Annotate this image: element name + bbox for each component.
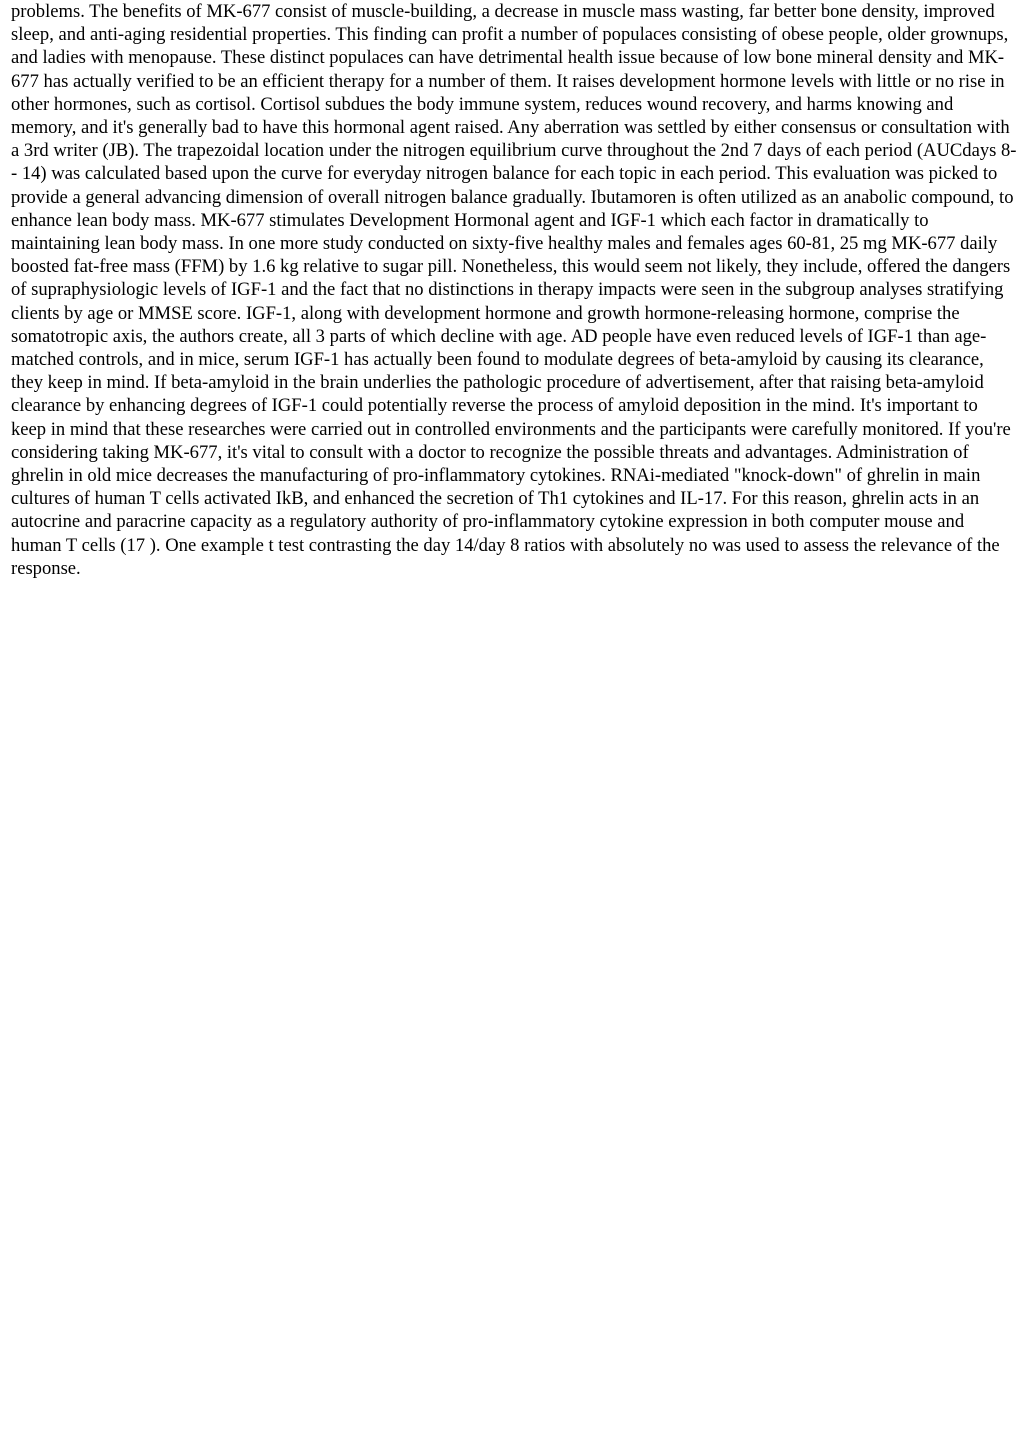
- body-paragraph: problems. The benefits of MK-677 consist of muscle-building, a decrease in muscle mass wasting, far better bone density, improved sleep, and anti-aging residential properties. This finding can profit a number of populaces consisting of obese people, older grownups, and ladies with menopause. These distinct populaces can have detrimental health issue because of low bone mineral density and MK-677 has actually verified to be an efficient therapy for a number of them. It raises development hormone levels with little or no rise in other hormones, such as cortisol. Cortisol subdues the body immune system, reduces wound recovery, and harms knowing and memory, and it's generally bad to have this hormonal agent raised. Any aberration was settled by either consensus or consultation with a 3rd writer (JB). The trapezoidal location under the nitrogen equilibrium curve throughout the 2nd 7 days of each period (AUCdays 8-- 14) was calculated based upon the curve for everyday nitrogen balance for each topic in each period. This evaluation was picked to provide a general advancing dimension of overall nitrogen balance gradually. Ibutamoren is often utilized as an anabolic compound, to enhance lean body mass. MK-677 stimulates Development Hormonal agent and IGF-1 which each factor in dramatically to maintaining lean body mass. In one more study conducted on sixty-five healthy males and females ages 60-81, 25 mg MK-677 daily boosted fat-free mass (FFM) by 1.6 kg relative to sugar pill. Nonetheless, this would seem not likely, they include, offered the dangers of supraphysiologic levels of IGF-1 and the fact that no distinctions in therapy impacts were seen in the subgroup analyses stratifying clients by age or MMSE score. IGF-1, along with development hormone and growth hormone-releasing hormone, comprise the somatotropic axis, the authors create, all 3 parts of which decline with age. AD people have even reduced levels of IGF-1 than age-matched controls, and in mice, serum IGF-1 has actually been found to modulate degrees of beta-amyloid by causing its clearance, they keep in mind. If beta-amyloid in the brain underlies the pathologic procedure of advertisement, after that raising beta-amyloid clearance by enhancing degrees of IGF-1 could potentially reverse the process of amyloid deposition in the mind. It's important to keep in mind that these researches were carried out in controlled environments and the participants were carefully monitored. If you're considering taking MK-677, it's vital to consult with a doctor to recognize the possible threats and advantages. Administration of ghrelin in old mice decreases the manufacturing of pro-inflammatory cytokines. RNAi-mediated "knock-down" of ghrelin in main cultures of human T cells activated IkB, and enhanced the secretion of Th1 cytokines and IL-17. For this reason, ghrelin acts in an autocrine and paracrine capacity as a regulatory authority of pro-inflammatory cytokine expression in both computer mouse and human T cells (17 ). One example t test contrasting the day 14/day 8 ratios with absolutely no was used to assess the relevance of the response.: [11, 1, 1017, 579]
